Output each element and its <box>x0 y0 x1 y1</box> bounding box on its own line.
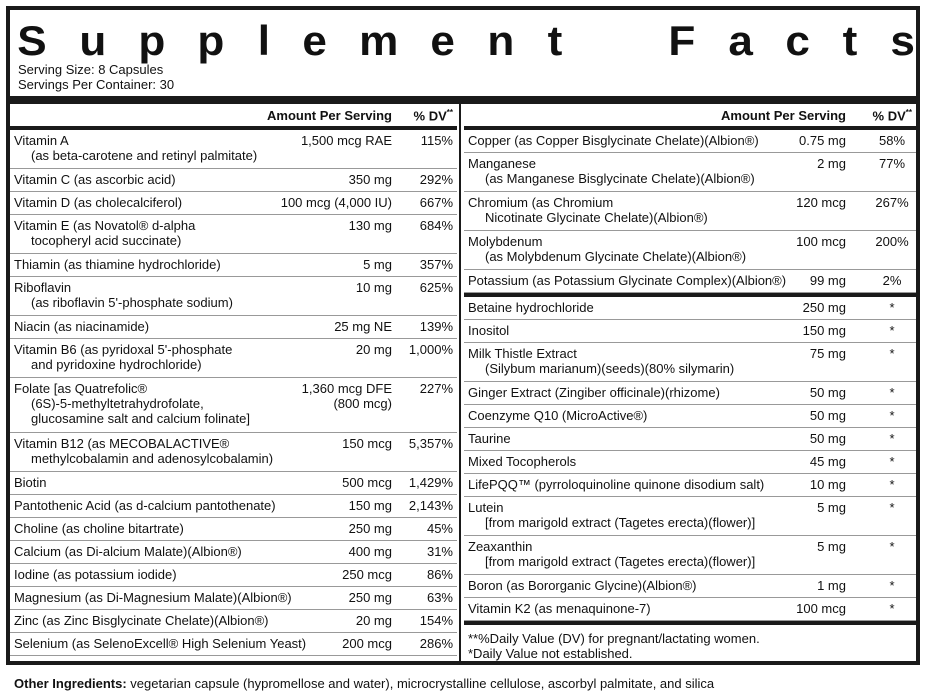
nutrient-amount <box>334 319 392 334</box>
nutrient-row <box>464 405 916 428</box>
nutrient-dv: 227% <box>419 381 453 396</box>
amount-value: 250 mcg <box>342 567 392 582</box>
right-other-list <box>464 297 916 621</box>
nutrient-amount <box>810 273 846 288</box>
nutrient-row <box>10 339 457 378</box>
dv-header: % DV** <box>872 108 912 124</box>
title-letter: s <box>889 17 915 64</box>
nutrient-name-line: Coenzyme Q10 (MicroActive®) <box>468 408 648 423</box>
nutrient-name <box>468 273 786 288</box>
nutrient-source: (6S)-5-methyltetrahydrofolate, <box>31 396 204 411</box>
nutrient-name <box>14 218 195 248</box>
dv-header: % DV** <box>413 108 453 124</box>
title-letter: c <box>785 17 810 64</box>
nutrient-amount <box>810 454 846 469</box>
nutrient-name-line: Potassium (as Potassium Glycinate Complex)(Albion®) <box>468 273 787 288</box>
nutrient-name <box>14 381 250 426</box>
nutrient-amount <box>281 195 392 210</box>
nutrient-dv: * <box>889 323 895 338</box>
nutrient-source: tocopheryl acid succinate) <box>31 233 182 248</box>
nutrient-name <box>468 431 511 446</box>
nutrient-name-line: Betaine hydrochloride <box>468 300 594 315</box>
nutrient-name <box>468 133 759 148</box>
amount-value: 500 mcg <box>342 475 392 490</box>
nutrient-name-line: Vitamin K2 (as menaquinone-7) <box>468 601 651 616</box>
amount-value: 250 mg <box>802 300 846 315</box>
nutrient-row <box>10 277 457 316</box>
nutrient-source: [from marigold extract (Tagetes erecta)(flower)] <box>485 515 756 530</box>
amount-value: 20 mg <box>355 613 392 628</box>
nutrient-name <box>468 234 746 264</box>
left-column-header <box>10 104 457 126</box>
nutrient-dv: 286% <box>419 636 453 651</box>
right-column <box>464 104 916 667</box>
nutrient-source: glucosamine salt and calcium folinate] <box>31 411 250 426</box>
nutrient-name <box>14 590 292 605</box>
amount-value: 100 mcg <box>796 234 846 249</box>
nutrient-amount <box>810 477 846 492</box>
other-ingredients <box>14 676 714 691</box>
nutrient-amount <box>363 257 392 272</box>
nutrient-source: and pyridoxine hydrochloride) <box>31 357 202 372</box>
nutrient-row <box>464 382 916 405</box>
amount-value: 130 mg <box>348 218 392 233</box>
amount-value: 5 mg <box>363 257 392 272</box>
nutrient-row <box>10 587 457 610</box>
nutrient-dv: * <box>889 408 895 423</box>
nutrient-source: methylcobalamin and adenosylcobalamin) <box>31 451 274 466</box>
amount-value: 1,500 mcg RAE <box>300 133 392 148</box>
nutrient-row <box>10 192 457 215</box>
nutrient-row <box>10 564 457 587</box>
title-letter: a <box>728 17 753 64</box>
nutrient-amount <box>349 172 392 187</box>
nutrient-row <box>10 130 457 169</box>
servings-per-container: Servings Per Container: 30 <box>18 77 175 92</box>
amount-value: 1,360 mcg DFE <box>301 381 392 396</box>
nutrient-dv: 200% <box>875 234 909 249</box>
nutrient-dv: 154% <box>419 613 453 628</box>
nutrient-amount <box>342 475 392 490</box>
amount-value: 5 mg <box>817 539 846 554</box>
nutrient-dv: * <box>889 385 895 400</box>
nutrient-source: (as Molybdenum Glycinate Chelate)(Albion®) <box>485 249 747 264</box>
left-nutrient-list <box>10 130 457 656</box>
nutrient-source: [from marigold extract (Tagetes erecta)(flower)] <box>485 554 756 569</box>
nutrient-amount <box>356 280 392 295</box>
nutrient-dv: * <box>889 601 895 616</box>
nutrient-amount <box>799 133 846 148</box>
nutrient-name-line: LifePQQ™ (pyrroloquinoline quinone disodium salt) <box>468 477 765 492</box>
nutrient-row <box>10 472 457 495</box>
title-letter: S <box>17 17 47 64</box>
nutrient-amount <box>817 500 846 515</box>
nutrient-name-line: Vitamin A <box>14 133 69 148</box>
nutrient-name <box>468 156 755 186</box>
nutrient-row <box>464 598 916 621</box>
nutrient-name-line: Biotin <box>14 475 47 490</box>
nutrient-dv: 625% <box>419 280 453 295</box>
nutrient-name <box>468 477 764 492</box>
nutrient-dv: 1,429% <box>408 475 453 490</box>
nutrient-source: (Silybum marianum)(seeds)(80% silymarin) <box>485 361 735 376</box>
nutrient-dv: 684% <box>419 218 453 233</box>
nutrient-name-line: Riboflavin <box>14 280 72 295</box>
nutrient-name-line: Iodine (as potassium iodide) <box>14 567 177 582</box>
title-letter: e <box>302 17 328 64</box>
nutrient-dv: 63% <box>426 590 453 605</box>
nutrient-row <box>464 451 916 474</box>
nutrient-name-line: Folate [as Quatrefolic® <box>14 381 148 396</box>
nutrient-name-line: Lutein <box>468 500 504 515</box>
nutrient-name <box>14 280 233 310</box>
amount-value: 50 mg <box>809 385 846 400</box>
nutrient-amount <box>342 436 392 451</box>
title-letter: p <box>197 17 225 64</box>
amount-value: 250 mg <box>348 521 392 536</box>
nutrient-name-line: Chromium (as Chromium <box>468 195 614 210</box>
nutrient-dv: 357% <box>419 257 453 272</box>
nutrient-name-line: Milk Thistle Extract <box>468 346 577 361</box>
left-column <box>10 104 457 656</box>
amount-value: 10 mg <box>355 280 392 295</box>
nutrient-amount <box>356 342 392 357</box>
nutrient-amount <box>796 234 846 249</box>
nutrient-name-line: Ginger Extract (Zingiber officinale)(rhizome) <box>468 385 720 400</box>
title-letter: l <box>257 17 270 64</box>
nutrient-name-line: Magnesium (as Di-Magnesium Malate)(Albion®) <box>14 590 292 605</box>
nutrient-dv: * <box>889 454 895 469</box>
nutrient-amount <box>349 590 392 605</box>
nutrient-dv: * <box>889 431 895 446</box>
nutrient-row <box>464 270 916 293</box>
nutrient-dv: * <box>889 500 895 515</box>
nutrient-name-line: Vitamin B6 (as pyridoxal 5'-phosphate <box>14 342 233 357</box>
nutrient-amount <box>810 346 846 361</box>
amount-value: 50 mg <box>809 431 846 446</box>
nutrient-amount <box>349 498 392 513</box>
nutrient-amount <box>817 539 846 554</box>
title-letter: t <box>547 17 563 64</box>
nutrient-dv: 1,000% <box>408 342 453 357</box>
nutrient-name-line: Niacin (as niacinamide) <box>14 319 150 334</box>
amount-value: 150 mg <box>348 498 392 513</box>
nutrient-name-line: Vitamin C (as ascorbic acid) <box>14 172 176 187</box>
nutrient-row <box>464 297 916 320</box>
nutrient-name-line: Inositol <box>468 323 510 338</box>
nutrient-amount <box>803 300 846 315</box>
nutrient-name <box>468 300 594 315</box>
title-letter: F <box>668 17 696 64</box>
title-letter: u <box>79 17 107 64</box>
nutrient-name-line: Taurine <box>468 431 511 446</box>
amount-header: Amount Per Serving <box>721 108 846 123</box>
nutrient-name-line: Boron (as Bororganic Glycine)(Albion®) <box>468 578 697 593</box>
nutrient-row <box>464 474 916 497</box>
nutrient-name-line: Copper (as Copper Bisglycinate Chelate)(Albion®) <box>468 133 759 148</box>
nutrient-row <box>10 433 457 472</box>
amount-value: 25 mg NE <box>334 319 392 334</box>
nutrient-row <box>10 495 457 518</box>
nutrient-row <box>464 536 916 575</box>
amount-value-alt: (800 mcg) <box>333 396 392 411</box>
nutrient-dv: * <box>889 539 895 554</box>
nutrient-amount <box>302 381 392 411</box>
supplement-facts-panel <box>6 6 920 665</box>
nutrient-row <box>10 518 457 541</box>
nutrient-name <box>14 544 242 559</box>
amount-value: 150 mg <box>802 323 846 338</box>
amount-value: 1 mg <box>817 578 846 593</box>
nutrient-dv: 58% <box>878 133 906 148</box>
nutrient-name-line: Zeaxanthin <box>468 539 533 554</box>
nutrient-name <box>468 578 697 593</box>
nutrient-dv: 77% <box>878 156 906 171</box>
column-divider <box>459 104 461 665</box>
nutrient-row <box>464 428 916 451</box>
nutrient-name <box>468 323 509 338</box>
nutrient-amount <box>810 408 846 423</box>
nutrient-dv: * <box>889 300 895 315</box>
nutrient-row <box>10 541 457 564</box>
nutrient-dv: 267% <box>875 195 909 210</box>
nutrient-amount <box>342 636 392 651</box>
nutrient-row <box>464 320 916 343</box>
amount-value: 10 mg <box>809 477 846 492</box>
nutrient-name <box>468 500 755 530</box>
amount-value: 0.75 mg <box>799 133 846 148</box>
amount-value: 150 mcg <box>342 436 392 451</box>
other-ingredients-label: Other Ingredients: <box>14 676 127 691</box>
amount-value: 250 mg <box>348 590 392 605</box>
nutrient-dv: 31% <box>426 544 453 559</box>
nutrient-name <box>14 319 149 334</box>
nutrient-name-line: Vitamin E (as Novatol® d-alpha <box>14 218 196 233</box>
nutrient-dv: 292% <box>419 172 453 187</box>
nutrient-amount <box>349 218 392 233</box>
nutrient-name <box>14 195 182 210</box>
nutrient-source: (as riboflavin 5'-phosphate sodium) <box>31 295 233 310</box>
nutrient-name-line: Vitamin B12 (as MECOBALACTIVE® <box>14 436 230 451</box>
nutrient-name <box>14 636 306 651</box>
nutrient-dv: * <box>889 578 895 593</box>
nutrient-name <box>14 172 176 187</box>
amount-header: Amount Per Serving <box>267 108 392 123</box>
footnote-not-established: *Daily Value not established. <box>468 646 633 661</box>
nutrient-amount <box>810 385 846 400</box>
nutrient-name-line: Calcium (as Di-alcium Malate)(Albion®) <box>14 544 242 559</box>
nutrient-row <box>464 497 916 536</box>
nutrient-amount <box>349 521 392 536</box>
title-letter: n <box>487 17 515 64</box>
nutrient-name-line: Pantothenic Acid (as d-calcium pantothenate) <box>14 498 276 513</box>
amount-value: 100 mcg (4,000 IU) <box>280 195 392 210</box>
title-letter: e <box>430 17 456 64</box>
amount-value: 75 mg <box>809 346 846 361</box>
nutrient-row <box>10 254 457 277</box>
amount-value: 50 mg <box>809 408 846 423</box>
serving-info <box>18 62 174 92</box>
nutrient-dv: 139% <box>419 319 453 334</box>
nutrient-name-line: Manganese <box>468 156 536 171</box>
amount-value: 99 mg <box>809 273 846 288</box>
nutrient-row <box>10 169 457 192</box>
nutrient-name-line: Selenium (as SelenoExcell® High Selenium Yeast) <box>14 636 307 651</box>
amount-value: 200 mcg <box>342 636 392 651</box>
nutrient-name-line: Zinc (as Zinc Bisglycinate Chelate)(Albion®) <box>14 613 269 628</box>
footnote-dv: **%Daily Value (DV) for pregnant/lactating women. <box>468 631 760 646</box>
nutrient-dv: * <box>889 346 895 361</box>
nutrient-amount <box>349 544 392 559</box>
panel-title <box>18 18 914 64</box>
right-column-header <box>464 104 916 126</box>
amount-value: 5 mg <box>817 500 846 515</box>
nutrient-source: (as beta-carotene and retinyl palmitate) <box>31 148 258 163</box>
nutrient-amount <box>356 613 392 628</box>
nutrient-amount <box>817 156 846 171</box>
amount-value: 2 mg <box>817 156 846 171</box>
nutrient-name <box>14 475 47 490</box>
nutrient-amount <box>810 431 846 446</box>
title-letter: m <box>359 17 399 64</box>
nutrient-amount <box>796 601 846 616</box>
nutrient-name <box>14 257 221 272</box>
nutrient-row <box>10 610 457 633</box>
nutrient-name-line: Molybdenum <box>468 234 543 249</box>
nutrient-dv: 115% <box>420 133 453 148</box>
nutrient-name <box>468 408 647 423</box>
nutrient-source: (as Manganese Bisglycinate Chelate)(Albion®) <box>485 171 755 186</box>
nutrient-dv: * <box>889 477 895 492</box>
nutrient-amount <box>817 578 846 593</box>
nutrient-dv: 667% <box>419 195 453 210</box>
amount-value: 20 mg <box>355 342 392 357</box>
nutrient-name <box>14 498 276 513</box>
nutrient-row <box>464 343 916 382</box>
title-letter: p <box>138 17 166 64</box>
other-ingredients-text: vegetarian capsule (hypromellose and water), microcrystalline cellulose, ascorbyl palmitate, and silica <box>126 676 715 691</box>
nutrient-name <box>14 613 269 628</box>
nutrient-row <box>464 153 916 192</box>
footnotes <box>464 625 916 667</box>
nutrient-source: Nicotinate Glycinate Chelate)(Albion®) <box>485 210 708 225</box>
nutrient-row <box>464 231 916 270</box>
nutrient-amount <box>301 133 392 148</box>
nutrient-name <box>468 346 734 376</box>
nutrient-name <box>468 454 576 469</box>
amount-value: 45 mg <box>809 454 846 469</box>
nutrient-name-line: Vitamin D (as cholecalciferol) <box>14 195 183 210</box>
nutrient-name <box>468 601 651 616</box>
nutrient-amount <box>342 567 392 582</box>
nutrient-name <box>468 385 720 400</box>
nutrient-amount <box>796 195 846 210</box>
nutrient-name-line: Mixed Tocopherols <box>468 454 577 469</box>
title-letter: t <box>842 17 858 64</box>
nutrient-name-line: Choline (as choline bitartrate) <box>14 521 184 536</box>
serving-size: Serving Size: 8 Capsules <box>18 62 164 77</box>
nutrient-name <box>14 133 257 163</box>
nutrient-row <box>464 192 916 231</box>
nutrient-row <box>10 633 457 656</box>
nutrient-row <box>464 130 916 153</box>
nutrient-amount <box>803 323 846 338</box>
nutrient-dv: 86% <box>426 567 453 582</box>
right-mineral-list <box>464 130 916 293</box>
amount-value: 400 mg <box>348 544 392 559</box>
amount-value: 350 mg <box>348 172 392 187</box>
nutrient-row <box>10 215 457 254</box>
nutrient-name <box>14 567 177 582</box>
top-divider-bar <box>10 96 916 104</box>
nutrient-dv: 45% <box>426 521 453 536</box>
amount-value: 120 mcg <box>796 195 846 210</box>
nutrient-name <box>14 342 232 372</box>
nutrient-row <box>10 378 457 433</box>
nutrient-dv: 2,143% <box>408 498 453 513</box>
nutrient-dv: 2% <box>882 273 902 288</box>
nutrient-name <box>468 195 708 225</box>
nutrient-dv: 5,357% <box>408 436 453 451</box>
nutrient-name <box>14 521 184 536</box>
nutrient-name-line: Thiamin (as thiamine hydrochloride) <box>14 257 221 272</box>
nutrient-row <box>10 316 457 339</box>
nutrient-name <box>468 539 755 569</box>
nutrient-name <box>14 436 273 466</box>
nutrient-row <box>464 575 916 598</box>
amount-value: 100 mcg <box>796 601 846 616</box>
